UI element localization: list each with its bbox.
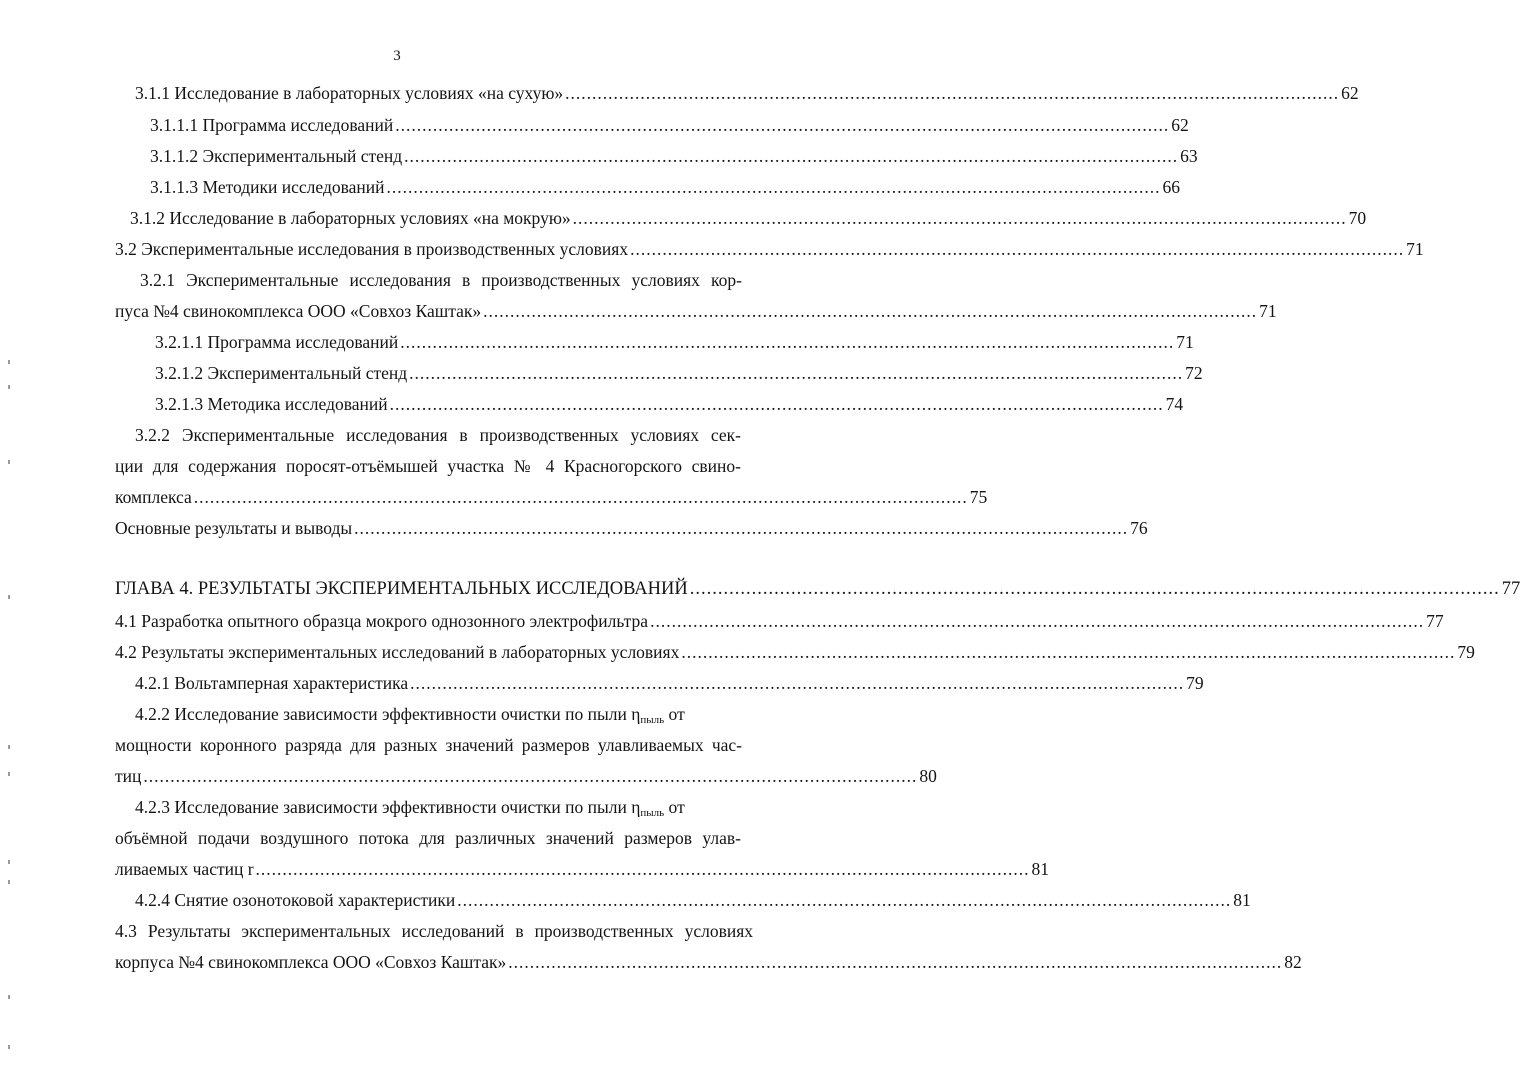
eta-subscript: пыль	[640, 714, 665, 726]
toc-entry-3-2-1-1[interactable]	[155, 331, 1194, 353]
toc-entry-title: пуса №4 свинокомплекса ООО «Совхоз Каштак»	[115, 301, 482, 321]
toc-entry-page: 82	[1284, 952, 1302, 972]
toc-leader-dots: ................................................................................................................................................	[409, 363, 1184, 383]
toc-entry-title: 4.1 Разработка опытного образца мокрого однозонного электрофильтра	[115, 611, 649, 631]
toc-entry-title: тиц	[115, 766, 142, 786]
toc-leader-dots: ................................................................................................................................................	[404, 146, 1179, 166]
toc-entry-3-2-2-line1[interactable]: 3.2.2 Экспериментальные исследования в производственных условиях сек-	[135, 425, 741, 445]
toc-entry-title: 3.1.1.3 Методики исследований	[150, 177, 385, 197]
toc-leader-dots: ................................................................................................................................................	[386, 177, 1161, 197]
toc-leader-dots: ................................................................................................................................................	[193, 487, 968, 507]
toc-entry-3-1-2[interactable]	[130, 207, 1367, 229]
scan-speck	[8, 772, 10, 776]
toc-entry-3-2-1-2[interactable]	[155, 362, 1203, 384]
toc-leader-dots: ................................................................................................................................................	[572, 208, 1347, 228]
toc-entry-title: 4.2 Результаты экспериментальных исследований в лабораторных условиях	[115, 642, 680, 662]
scan-speck	[8, 1045, 10, 1049]
toc-entry-3-2-1-line1[interactable]: 3.2.1 Экспериментальные исследования в производственных условиях кор-	[140, 270, 742, 290]
toc-entry-4-2-1[interactable]	[135, 672, 1204, 694]
toc-entry-title: ливаемых частиц r	[115, 859, 254, 879]
toc-entry-3-1-1-1[interactable]	[150, 114, 1189, 136]
toc-entry-title-part: от	[664, 704, 685, 724]
toc-entry-title: 3.2 Экспериментальные исследования в производственных условиях	[115, 239, 629, 259]
toc-entry-page: 70	[1348, 208, 1367, 228]
toc-leader-dots: ................................................................................................................................................	[457, 890, 1232, 910]
toc-entry-4-2-3-line2[interactable]: объёмной подачи воздушного потока для различных значений размеров улав-	[115, 828, 741, 848]
toc-entry-title-part: 4.2.3 Исследование зависимости эффективности очистки по пыли η	[135, 797, 641, 817]
toc-entry-page: 80	[919, 766, 937, 786]
toc-entry-3-1-1-3[interactable]	[150, 176, 1180, 198]
toc-entry-page: 77	[1501, 579, 1520, 599]
toc-entry-page: 71	[1259, 301, 1277, 321]
toc-entry-title: 3.2.1.3 Методика исследований	[155, 394, 388, 414]
toc-entry-3-1-1[interactable]	[135, 82, 1359, 104]
toc-entry-4-3-line1[interactable]: 4.3 Результаты экспериментальных исследований в производственных условиях	[115, 921, 753, 941]
scan-speck	[8, 860, 10, 864]
toc-entry-main-results[interactable]	[115, 517, 1148, 539]
toc-entry-page: 72	[1185, 363, 1203, 383]
toc-entry-title: 3.1.1.2 Экспериментальный стенд	[150, 146, 403, 166]
toc-leader-dots: ................................................................................................................................................	[681, 642, 1456, 662]
toc-entry-page: 74	[1165, 394, 1184, 414]
toc-entry-4-2-2[interactable]	[115, 765, 937, 787]
toc-entry-title: комплекса	[115, 487, 192, 507]
toc-entry-4-2-2-line2[interactable]: мощности коронного разряда для разных значений размеров улавливаемых час-	[115, 735, 742, 755]
toc-entry-3-2[interactable]	[115, 238, 1424, 260]
toc-leader-dots: ................................................................................................................................................	[255, 859, 1030, 879]
toc-entry-title: 3.2.1.1 Программа исследований	[155, 332, 399, 352]
toc-entry-3-1-1-2[interactable]	[150, 145, 1198, 167]
toc-entry-chapter-4[interactable]	[115, 578, 1520, 600]
toc-entry-page: 77	[1426, 611, 1444, 631]
toc-entry-3-2-2-line2[interactable]: ции для содержания поросят-отъёмышей участка № 4 Красногорского свино-	[115, 456, 741, 476]
toc-entry-page: 71	[1406, 239, 1424, 259]
scan-speck	[8, 360, 10, 364]
scan-speck	[8, 880, 10, 884]
toc-leader-dots: ................................................................................................................................................	[400, 332, 1175, 352]
toc-entry-title: Основные результаты и выводы	[115, 518, 353, 538]
toc-leader-dots: ................................................................................................................................................	[483, 301, 1258, 321]
toc-leader-dots: ................................................................................................................................................	[650, 611, 1425, 631]
scan-speck	[8, 595, 10, 599]
toc-leader-dots: ................................................................................................................................................	[508, 952, 1283, 972]
toc-entry-title: ГЛАВА 4. РЕЗУЛЬТАТЫ ЭКСПЕРИМЕНТАЛЬНЫХ ИССЛЕДОВАНИЙ	[115, 579, 688, 599]
toc-entry-page: 81	[1233, 890, 1251, 910]
scan-speck	[8, 745, 10, 749]
toc-leader-dots: ................................................................................................................................................	[354, 518, 1129, 538]
toc-entry-title: 3.2.1.2 Экспериментальный стенд	[155, 363, 408, 383]
toc-entry-title-part: 4.2.2 Исследование зависимости эффективности очистки по пыли η	[135, 704, 641, 724]
toc-entry-title: 4.2.4 Снятие озонотоковой характеристики	[135, 890, 456, 910]
scan-speck	[8, 385, 10, 389]
toc-entry-3-2-1[interactable]	[115, 300, 1277, 322]
toc-entry-3-2-1-3[interactable]	[155, 393, 1184, 415]
toc-entry-title: 4.2.1 Вольтамперная характеристика	[135, 673, 409, 693]
toc-entry-page: 62	[1341, 83, 1359, 103]
toc-entry-title: 3.1.2 Исследование в лабораторных условиях «на мокрую»	[130, 208, 571, 228]
toc-leader-dots: ................................................................................................................................................	[689, 579, 1500, 599]
toc-entry-title: корпуса №4 свинокомплекса ООО «Совхоз Каштак»	[115, 952, 507, 972]
scan-speck	[8, 460, 10, 464]
scan-speck	[8, 995, 10, 999]
toc-leader-dots: ................................................................................................................................................	[630, 239, 1405, 259]
toc-entry-page: 62	[1171, 115, 1189, 135]
toc-entry-page: 76	[1130, 518, 1148, 538]
toc-entry-page: 66	[1162, 177, 1180, 197]
toc-entry-4-2-3-line1[interactable]	[135, 796, 755, 824]
toc-entry-4-2-4[interactable]	[135, 889, 1251, 911]
eta-subscript: пыль	[640, 807, 665, 819]
toc-entry-3-2-2[interactable]	[115, 486, 988, 508]
toc-entry-page: 71	[1176, 332, 1194, 352]
toc-entry-4-2-3[interactable]	[115, 858, 1050, 880]
toc-entry-page: 81	[1031, 859, 1050, 879]
toc-entry-title: 3.1.1 Исследование в лабораторных условиях «на сухую»	[135, 83, 564, 103]
toc-leader-dots: ................................................................................................................................................	[395, 115, 1170, 135]
toc-entry-title-part: от	[664, 797, 685, 817]
page-number: 3	[393, 48, 401, 64]
toc-entry-4-2[interactable]	[115, 641, 1475, 663]
toc-entry-4-1[interactable]	[115, 610, 1444, 632]
toc-leader-dots: ................................................................................................................................................	[565, 83, 1340, 103]
toc-leader-dots: ................................................................................................................................................	[389, 394, 1164, 414]
toc-entry-page: 75	[969, 487, 988, 507]
toc-entry-4-2-2-line1[interactable]	[135, 703, 755, 731]
toc-entry-page: 79	[1457, 642, 1475, 662]
toc-leader-dots: ................................................................................................................................................	[410, 673, 1185, 693]
toc-leader-dots: ................................................................................................................................................	[143, 766, 918, 786]
toc-entry-page: 79	[1186, 673, 1204, 693]
toc-entry-4-3[interactable]	[115, 951, 1302, 973]
toc-entry-page: 63	[1180, 146, 1198, 166]
toc-entry-title: 3.1.1.1 Программа исследований	[150, 115, 394, 135]
